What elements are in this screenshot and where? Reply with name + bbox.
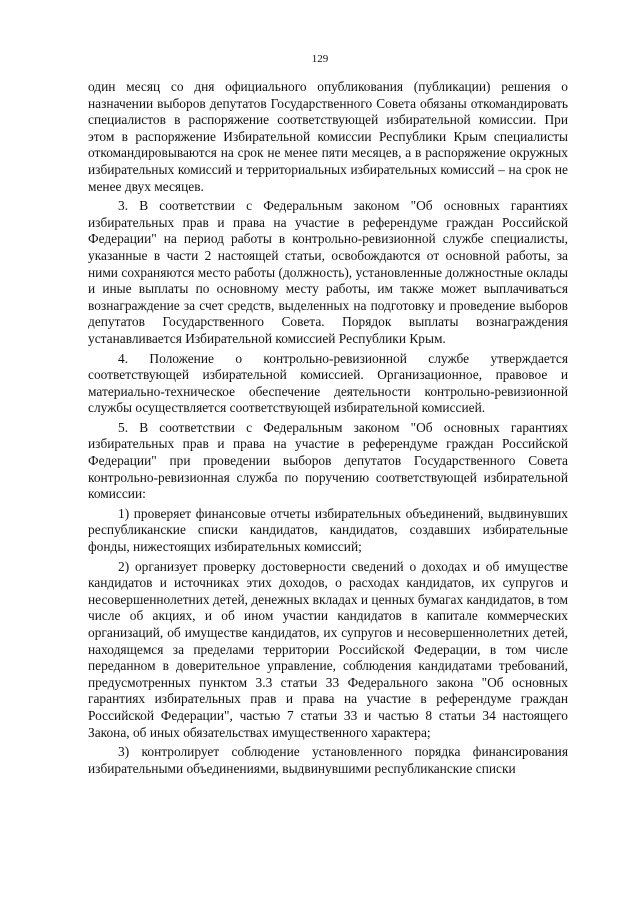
list-item-1: 1) проверяет финансовые отчеты избирательных объединений, выдвинувших республиканские списки кандидатов, кандидатов, создавших избирательные фонды, нижестоящих избирательных комиссий; [88, 505, 568, 555]
list-item-2: 2) организует проверку достоверности сведений о доходах и об имуществе кандидатов и источниках этих доходов, о расходах кандидатов, их супругов и несовершеннолетних детей, денежных вкладах и ценных бумагах кандидатов, в том числе об акциях, и об ином участии кандидатов в капитале коммерческих организаций, об имуществе кандидатов, их супругов и несовершеннолетних детей, находящемся за пределами территории Российской Федерации, в том числе переданном в доверительное управление, соблюдения кандидатами требований, предусмотренных пунктом 3.3 статьи 33 Федерального закона "Об основных гарантиях избирательных прав и права на участие в референдуме граждан Российской Федерации", частью 7 статьи 33 и частью 8 статьи 34 настоящего Закона, об иных обязательствах имущественного характера; [88, 558, 568, 740]
list-item-3: 3) контролирует соблюдение установленного порядка финансирования избирательными объединениями, выдвинувшими республиканские списки [88, 744, 568, 776]
page-number: 129 [311, 53, 329, 65]
paragraph-part-3: 3. В соответствии с Федеральным законом "Об основных гарантиях избирательных прав и права на участие в референдуме граждан Российской Федерации" на период работы в контрольно-ревизионной службе специалисты, указанные в части 2 настоящей статьи, освобождаются от основной работы, за ними сохраняются место работы (должность), установленные должностные оклады и иные выплаты по основному месту работы, им также может выплачиваться вознаграждение за счет средств, выделенных на подготовку и проведение выборов депутатов Государственного Совета. Порядок выплаты вознаграждения устанавливается Избирательной комиссией Республики Крым. [88, 198, 568, 346]
paragraph-continuation: один месяц со дня официального опубликования (публикации) решения о назначении выборов депутатов Государственного Совета обязаны откомандировать специалистов в распоряжение соответствующей избирательной комиссии. При этом в распоряжение Избирательной комиссии Республики Крым специалисты откомандировываются на срок не менее пяти месяцев, а в распоряжение окружных избирательных комиссий и территориальных избирательных комиссий – на срок не менее двух месяцев. [88, 79, 568, 194]
paragraph-part-5: 5. В соответствии с Федеральным законом "Об основных гарантиях избирательных прав и права на участие в референдуме граждан Российской Федерации" при проведении выборов депутатов Государственного Совета контрольно-ревизионная служба по поручению соответствующей избирательной комиссии: [88, 419, 568, 502]
document-body [88, 79, 568, 777]
paragraph-part-4: 4. Положение о контрольно-ревизионной службе утверждается соответствующей избирательной комиссией. Организационное, правовое и материально-техническое обеспечение деятельности контрольно-ревизионной службы осуществляется соответствующей избирательной комиссией. [88, 350, 568, 416]
